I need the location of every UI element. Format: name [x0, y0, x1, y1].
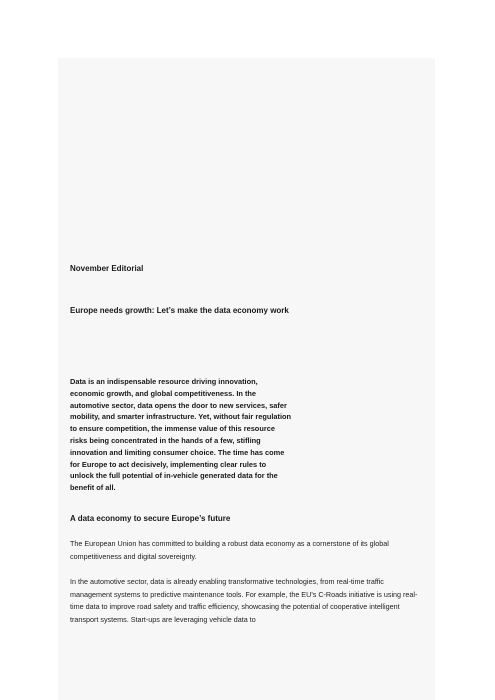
article-title: Europe needs growth: Let’s make the data economy work — [70, 306, 289, 315]
document-page — [58, 58, 435, 700]
body-paragraph: In the automotive sector, data is already enabling transformative technologies, from real-time traffic management systems to predictive maintenance tools. For example, the EU’s C-Roads initiative is using real-time data to improve road safety and traffic efficiency, showcasing the potential of cooperative intelligent transport systems. Start-ups are leveraging vehicle data to — [70, 577, 418, 624]
section-heading: A data economy to secure Europe’s future — [70, 514, 231, 523]
lead-paragraph: Data is an indispensable resource driving innovation, economic growth, and global competitiveness. In the automotive sector, data opens the door to new services, safer mobility, and smarter infrastructure. Yet, without fair regulation to ensure competition, the immense value of this resource risks being concentrated in the hands of a few, stifling innovation and limiting consumer choice. The time has come for Europe to act decisively, implementing clear rules to unlock the full potential of in-vehicle generated data for the benefit of all. — [70, 377, 292, 493]
editorial-label: November Editorial — [70, 264, 144, 273]
body-paragraph: The European Union has committed to building a robust data economy as a cornerstone of its global competitiveness and digital sovereignty. — [70, 539, 389, 561]
